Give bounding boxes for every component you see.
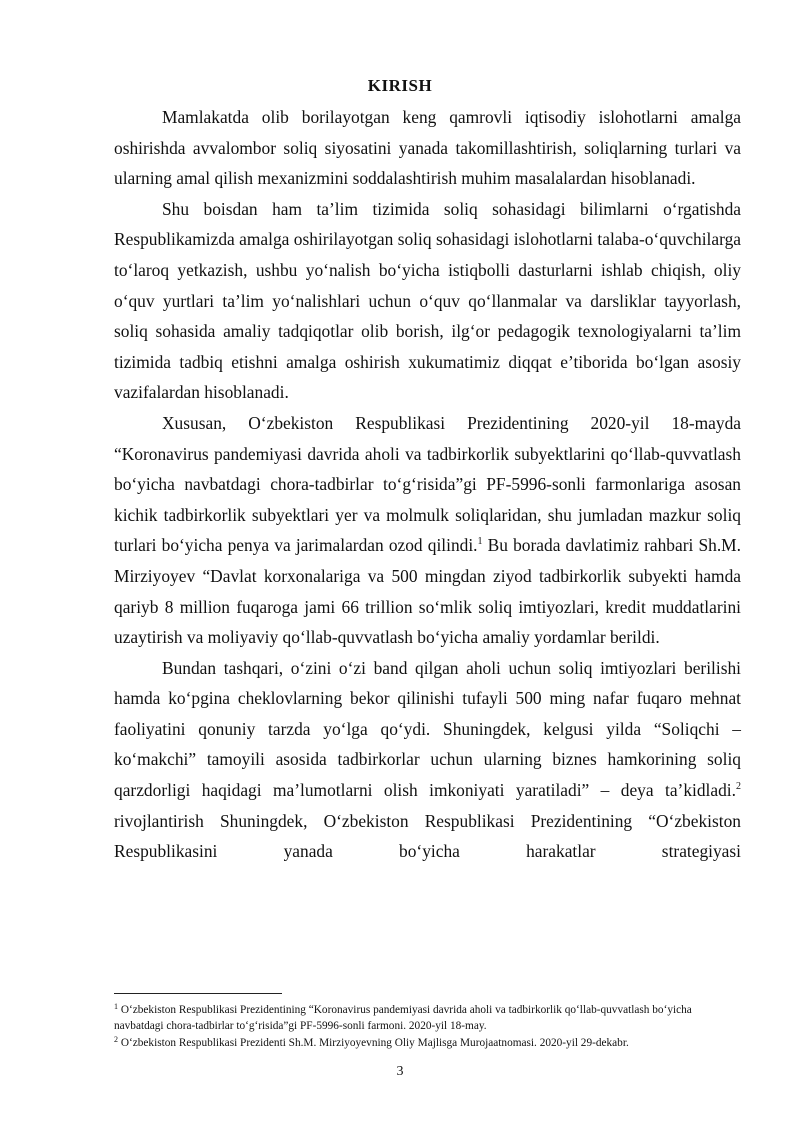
footnote-1-text: O‘zbekiston Respublikasi Prezidentining “Koronavirus pandemiyasi davrida aholi va tadbirkorlik qo‘llab-quvvatlash bo‘yicha navbatdagi chora-tadbirlar to‘g‘risida”gi PF-5996-sonli farmoni. 2020-yil 18-may. bbox=[114, 1004, 692, 1032]
paragraph-1: Mamlakatda olib borilayotgan keng qamrovli iqtisodiy islohotlarni amalga oshirishda avvalombor soliq siyosatini yanada takomillashtirish, soliqlarning turlari va ularning amal qilish mexanizmini soddalashtirish muhim masalalardan hisoblanadi. bbox=[114, 107, 741, 189]
footnote-1 bbox=[114, 1003, 741, 1034]
footnotes bbox=[114, 1003, 741, 1054]
paragraph-2: Shu boisdan ham ta’lim tizimida soliq sohasidagi bilimlarni o‘rgatishda Respublikamizda amalga oshirilayotgan soliq sohasidagi islohotlarni talaba-o‘quvchilarga to‘laroq yetkazish, ushbu yo‘nalish bo‘yicha istiqbolli dasturlarni ishlab chiqish, oliy o‘quv yurtlari ta’lim yo‘nalishlari uchun o‘quv qo‘llanmalar va darsliklar tayyorlash, soliq sohasida amaliy tadqiqotlar olib borish, ilg‘or pedagogik texnologiyalarni ta’lim tizimida tadbiq etishni amalga oshirish xukumatimiz diqqat e’tiborida bo‘lgan asosiy vazifalardan hisoblanadi. bbox=[114, 198, 741, 403]
paragraph-3-text-a: Xususan, O‘zbekiston Respublikasi Prezidentining 2020-yil 18-mayda “Koronavirus pandemiyasi davrida aholi va tadbirkorlik subyektlarini qo‘llab-quvvatlash bo‘yicha navbatdagi chora-tadbirlar to‘g‘risida”gi PF-5996-sonli farmonlariga asosan kichik tadbirkorlik subyektlari yer va molmulk soliqlaridan, shu jumladan mazkur soliq turlari bo‘yicha penya va jarimalardan ozod qilindi. bbox=[114, 412, 741, 556]
paragraph-4-text-b: rivojlantirish Shuningdek, O‘zbekiston Respublikasi Prezidentining “O‘zbekiston Respublikasini yanada bo‘yicha harakatlar strategiyasi bbox=[114, 810, 741, 862]
footnote-2 bbox=[114, 1036, 741, 1052]
footnote-mark-2: 2 bbox=[114, 1035, 118, 1044]
footnote-divider bbox=[114, 993, 282, 994]
footnote-ref-2: 2 bbox=[736, 781, 741, 793]
paragraph-4-text-a: Bundan tashqari, o‘zini o‘zi band qilgan aholi uchun soliq imtiyozlari berilishi hamda ko‘pgina cheklovlarning bekor qilinishi tufayli 500 ming nafar fuqaro mehnat faoliyatini qonuniy tarzda yo‘lga qo‘ydi. Shuningdek, kelgusi yilda “Soliqchi – ko‘makchi” tamoyili asosida tadbirkorlar uchun ularning biznes hamkorining soliq qarzdorligi haqidagi ma’lumotlarni olish imkoniyati yaratiladi” – deya ta’kidladi. bbox=[114, 657, 741, 801]
section-heading: KIRISH bbox=[367, 76, 433, 95]
footnote-ref-1: 1 bbox=[477, 536, 483, 548]
paragraph-4 bbox=[114, 653, 741, 867]
footnote-2-text: O‘zbekiston Respublikasi Prezidenti Sh.M. Mirziyoyevning Oliy Majlisga Murojaatnomasi. 2020-yil 29-dekabr. bbox=[118, 1037, 629, 1049]
page-number: 3 bbox=[396, 1064, 404, 1079]
footnote-mark-1: 1 bbox=[114, 1002, 118, 1011]
body-text bbox=[114, 102, 741, 867]
paragraph-3-text-b: Bu borada davlatimiz rahbari Sh.M. Mirziyoyev “Davlat korxonalariga va 500 mingdan ziyod tadbirkorlik subyekti hamda qariyb 8 million fuqaroga jami 66 trillion so‘mlik soliq imtiyozlari, kredit muddatlarini uzaytirish va moliyaviy qo‘llab-quvvatlash bo‘yicha amaliy yordamlar berildi. bbox=[114, 535, 741, 648]
paragraph-3 bbox=[114, 408, 741, 653]
